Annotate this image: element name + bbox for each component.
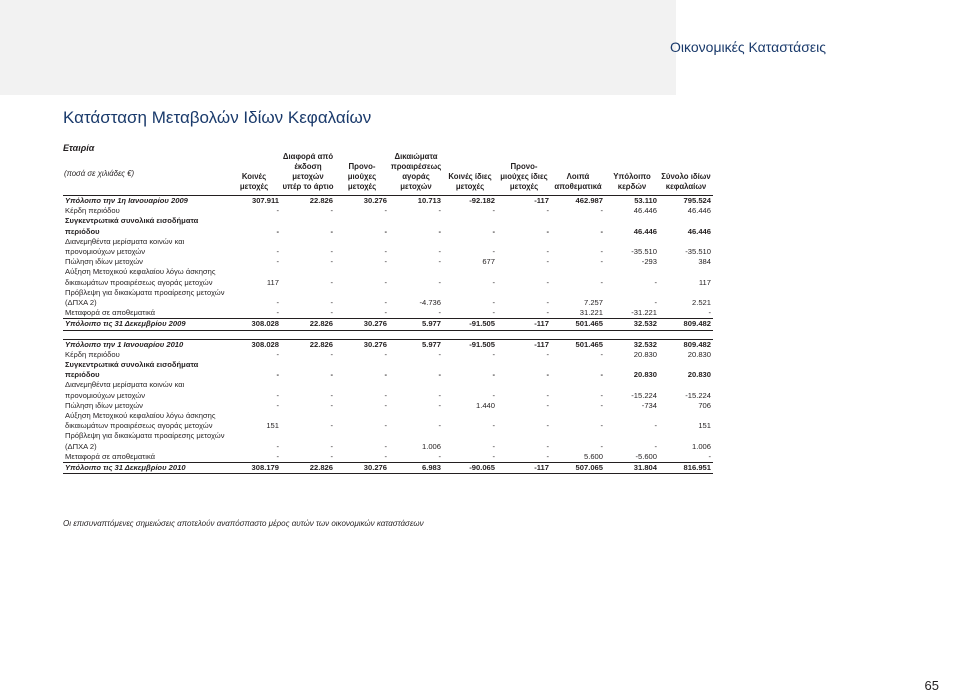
cell-value: - <box>276 349 279 359</box>
cell-value: - <box>600 421 603 431</box>
cell-value: 46.446 <box>633 206 657 216</box>
cell-value: - <box>438 206 441 216</box>
cell-value: - <box>384 277 387 287</box>
cell-value: 20.830 <box>633 370 657 380</box>
cell-value: 5.600 <box>583 451 603 461</box>
cell-value: -15.224 <box>685 390 711 400</box>
table-row <box>63 206 713 216</box>
cell-value: - <box>330 206 333 216</box>
cell-value: 5.977 <box>389 319 443 330</box>
row-label: Υπόλοιπο την 1η Ιανουαρίου 2009 <box>63 196 227 207</box>
cell-value: - <box>438 349 441 359</box>
table-header-row <box>63 152 713 196</box>
table-row <box>63 463 713 474</box>
cell-value: - <box>654 277 657 287</box>
cell-value: -90.065 <box>443 463 497 474</box>
cell-value: - <box>276 441 279 451</box>
cell-value: - <box>492 451 495 461</box>
cell-value: - <box>654 298 657 308</box>
row-label: Υπόλοιπο την 1 Ιανουαρίου 2010 <box>63 339 227 350</box>
cell-value: - <box>276 298 279 308</box>
cell-value: - <box>492 206 495 216</box>
column-header: Διαφορά από έκδοση μετοχών υπέρ το άρτιο <box>282 152 334 191</box>
cell-value: 384 <box>698 257 711 267</box>
cell-value: - <box>384 451 387 461</box>
cell-value: - <box>438 257 441 267</box>
cell-value: 151 <box>266 421 279 431</box>
cell-value: 30.276 <box>335 196 389 207</box>
cell-value: -15.224 <box>631 390 657 400</box>
cell-value: 32.532 <box>605 319 659 330</box>
cell-value: - <box>546 451 549 461</box>
table-row <box>63 411 713 431</box>
cell-value: 2.521 <box>691 298 711 308</box>
cell-value: - <box>276 308 279 318</box>
row-label: Αύξηση Μετοχικού κεφαλαίου λόγω άσκησης δικαιωμάτων προαιρέσεως αγοράς μετοχών <box>65 267 216 287</box>
cell-value: - <box>438 400 441 410</box>
cell-value: - <box>492 247 495 257</box>
cell-value: - <box>276 370 279 380</box>
cell-value: - <box>600 226 603 236</box>
cell-value: 795.524 <box>659 196 713 207</box>
cell-value: - <box>330 257 333 267</box>
table-row <box>63 288 713 308</box>
cell-value: - <box>546 247 549 257</box>
cell-value: -117 <box>497 339 551 350</box>
row-label: Διανεμηθέντα μερίσματα κοινών και προνομιούχων μετοχών <box>65 380 185 400</box>
cell-value: 308.028 <box>227 339 281 350</box>
cell-value: - <box>438 390 441 400</box>
row-label: Κέρδη περιόδου <box>65 206 120 216</box>
cell-value: - <box>438 247 441 257</box>
cell-value: -117 <box>497 319 551 330</box>
cell-value: 706 <box>698 400 711 410</box>
cell-value: - <box>492 277 495 287</box>
cell-value: - <box>384 349 387 359</box>
cell-value: - <box>384 308 387 318</box>
cell-value: 22.826 <box>281 339 335 350</box>
spacer-row <box>63 330 713 339</box>
equity-table-wrap <box>63 152 713 474</box>
row-label: Πώληση ιδίων μετοχών <box>65 400 143 410</box>
cell-value: - <box>276 257 279 267</box>
cell-value: - <box>708 308 711 318</box>
cell-value: - <box>276 451 279 461</box>
cell-value: - <box>330 308 333 318</box>
cell-value: 809.482 <box>659 319 713 330</box>
cell-value: - <box>330 226 333 236</box>
cell-value: - <box>330 390 333 400</box>
cell-value: 462.987 <box>551 196 605 207</box>
cell-value: 20.830 <box>687 370 711 380</box>
cell-value: - <box>276 400 279 410</box>
column-header: Υπόλοιπο κερδών <box>613 172 651 191</box>
row-label: Υπόλοιπο τις 31 Δεκεμβρίου 2010 <box>63 463 227 474</box>
column-header: Προνο-μιούχες μετοχές <box>347 162 377 191</box>
cell-value: 151 <box>698 421 711 431</box>
table-row <box>63 308 713 319</box>
row-label: Συγκεντρωτικά συνολικά εισοδήματα περιόδου <box>65 216 199 236</box>
cell-value: 1.006 <box>421 441 441 451</box>
cell-value: 307.911 <box>227 196 281 207</box>
cell-value: - <box>708 451 711 461</box>
cell-value: - <box>438 277 441 287</box>
cell-value: -91.505 <box>443 319 497 330</box>
cell-value: - <box>600 390 603 400</box>
cell-value: - <box>492 421 495 431</box>
cell-value: - <box>384 441 387 451</box>
column-header: Κοινές μετοχές <box>239 172 269 191</box>
cell-value: 117 <box>266 277 279 287</box>
cell-value: - <box>492 308 495 318</box>
cell-value: 501.465 <box>551 339 605 350</box>
row-label: Μεταφορά σε αποθεματικά <box>65 308 156 318</box>
cell-value: 20.830 <box>633 349 657 359</box>
table-row <box>63 257 713 267</box>
cell-value: - <box>546 349 549 359</box>
cell-value: - <box>654 441 657 451</box>
cell-value: - <box>492 298 495 308</box>
cell-value: - <box>600 370 603 380</box>
cell-value: 1.006 <box>691 441 711 451</box>
cell-value: 30.276 <box>335 463 389 474</box>
table-row <box>63 319 713 330</box>
cell-value: - <box>330 349 333 359</box>
table-row <box>63 452 713 463</box>
cell-value: - <box>654 421 657 431</box>
cell-value: 30.276 <box>335 319 389 330</box>
cell-value: - <box>384 421 387 431</box>
table-row <box>63 339 713 350</box>
cell-value: - <box>438 421 441 431</box>
cell-value: - <box>384 206 387 216</box>
page-number: 65 <box>924 678 939 693</box>
cell-value: -117 <box>497 463 551 474</box>
cell-value: - <box>438 308 441 318</box>
cell-value: 22.826 <box>281 463 335 474</box>
cell-value: 117 <box>698 277 711 287</box>
row-label: Μεταφορά σε αποθεματικά <box>65 451 156 461</box>
cell-value: - <box>384 400 387 410</box>
table-row <box>63 360 713 380</box>
table-row <box>63 350 713 360</box>
table-row <box>63 196 713 207</box>
cell-value: - <box>546 390 549 400</box>
cell-value: 308.179 <box>227 463 281 474</box>
cell-value: - <box>384 298 387 308</box>
cell-value: 22.826 <box>281 319 335 330</box>
cell-value: - <box>384 390 387 400</box>
cell-value: - <box>438 451 441 461</box>
row-label: Πώληση ιδίων μετοχών <box>65 257 143 267</box>
cell-value: 809.482 <box>659 339 713 350</box>
table-row <box>63 401 713 411</box>
cell-value: 7.257 <box>583 298 603 308</box>
cell-value: - <box>276 247 279 257</box>
cell-value: 6.983 <box>389 463 443 474</box>
table-row <box>63 267 713 287</box>
cell-value: 507.065 <box>551 463 605 474</box>
cell-value: - <box>546 226 549 236</box>
cell-value: -4.736 <box>419 298 441 308</box>
cell-value: - <box>600 349 603 359</box>
cell-value: - <box>546 257 549 267</box>
cell-value: - <box>276 390 279 400</box>
row-label: Υπόλοιπο τις 31 Δεκεμβρίου 2009 <box>63 319 227 330</box>
cell-value: - <box>546 308 549 318</box>
cell-value: - <box>546 277 549 287</box>
cell-value: -92.182 <box>443 196 497 207</box>
cell-value: -35.510 <box>631 247 657 257</box>
equity-changes-table <box>63 152 713 474</box>
cell-value: - <box>330 277 333 287</box>
cell-value: - <box>600 441 603 451</box>
cell-value: - <box>492 441 495 451</box>
cell-value: 5.977 <box>389 339 443 350</box>
amounts-note: (ποσά σε χιλιάδες €) <box>64 169 135 178</box>
cell-value: - <box>330 451 333 461</box>
page-title: Κατάσταση Μεταβολών Ιδίων Κεφαλαίων <box>63 108 372 127</box>
cell-value: 22.826 <box>281 196 335 207</box>
cell-value: - <box>330 247 333 257</box>
cell-value: - <box>546 421 549 431</box>
cell-value: - <box>384 247 387 257</box>
spacer-cell <box>63 330 713 339</box>
cell-value: - <box>600 206 603 216</box>
table-row <box>63 237 713 257</box>
cell-value: 46.446 <box>633 226 657 236</box>
cell-value: -5.600 <box>635 451 657 461</box>
cell-value: -734 <box>641 400 657 410</box>
cell-value: 10.713 <box>389 196 443 207</box>
cell-value: -91.505 <box>443 339 497 350</box>
cell-value: -35.510 <box>685 247 711 257</box>
section-header-title: Οικονομικές Καταστάσεις <box>670 39 826 55</box>
cell-value: 677 <box>482 257 495 267</box>
row-label: Διανεμηθέντα μερίσματα κοινών και προνομιούχων μετοχών <box>65 236 185 257</box>
cell-value: - <box>438 370 441 380</box>
column-header: Λοιπά αποθεματικά <box>554 172 602 191</box>
cell-value: - <box>492 370 495 380</box>
cell-value: - <box>330 421 333 431</box>
cell-value: - <box>384 257 387 267</box>
row-label: Αύξηση Μετοχικού κεφαλαίου λόγω άσκησης δικαιωμάτων προαιρέσεως αγοράς μετοχών <box>65 411 216 431</box>
cell-value: 501.465 <box>551 319 605 330</box>
footnote: Οι επισυναπτόμενες σημειώσεις αποτελούν αναπόσπαστο μέρος αυτών των οικονομικών καταστάσεων <box>63 519 424 528</box>
cell-value: - <box>438 226 441 236</box>
cell-value: - <box>330 400 333 410</box>
table-row <box>63 216 713 236</box>
cell-value: - <box>546 206 549 216</box>
cell-value: 46.446 <box>687 226 711 236</box>
cell-value: - <box>492 226 495 236</box>
cell-value: - <box>384 226 387 236</box>
cell-value: - <box>384 370 387 380</box>
cell-value: -31.221 <box>631 308 657 318</box>
cell-value: - <box>546 370 549 380</box>
cell-value: 308.028 <box>227 319 281 330</box>
cell-value: - <box>600 247 603 257</box>
table-row <box>63 431 713 451</box>
entity-label: Εταιρία <box>63 143 95 153</box>
cell-value: -117 <box>497 196 551 207</box>
cell-value: 32.532 <box>605 339 659 350</box>
cell-value: - <box>330 441 333 451</box>
cell-value: 30.276 <box>335 339 389 350</box>
cell-value: - <box>492 349 495 359</box>
column-header: Σύνολο ιδίων κεφαλαίων <box>661 172 711 191</box>
cell-value: - <box>546 400 549 410</box>
cell-value: 20.830 <box>687 349 711 359</box>
cell-value: -293 <box>641 257 657 267</box>
column-header: Προνο-μιούχες ίδιες μετοχές <box>500 162 548 191</box>
row-label: Πρόβλεψη για δικαιώματα προαίρεσης μετοχών (ΔΠΧΑ 2) <box>65 287 225 308</box>
table-row <box>63 380 713 400</box>
cell-value: 53.110 <box>605 196 659 207</box>
cell-value: - <box>330 298 333 308</box>
row-label: Πρόβλεψη για δικαιώματα προαίρεσης μετοχών (ΔΠΧΑ 2) <box>65 431 225 451</box>
cell-value: 816.951 <box>659 463 713 474</box>
cell-value: - <box>546 441 549 451</box>
cell-value: - <box>546 298 549 308</box>
row-label: Συγκεντρωτικά συνολικά εισοδήματα περιόδου <box>65 360 199 380</box>
cell-value: 46.446 <box>687 206 711 216</box>
cell-value: 1.440 <box>475 400 495 410</box>
column-header: Κοινές ίδιες μετοχές <box>448 172 492 191</box>
cell-value: - <box>492 390 495 400</box>
cell-value: - <box>330 370 333 380</box>
row-label: Κέρδη περιόδου <box>65 349 120 359</box>
cell-value: 31.221 <box>579 308 603 318</box>
cell-value: - <box>276 206 279 216</box>
cell-value: - <box>600 257 603 267</box>
cell-value: - <box>600 400 603 410</box>
cell-value: - <box>600 277 603 287</box>
cell-value: - <box>276 226 279 236</box>
column-header: Δικαιώματα προαιρέσεως αγοράς μετοχών <box>390 152 442 191</box>
cell-value: 31.804 <box>605 463 659 474</box>
